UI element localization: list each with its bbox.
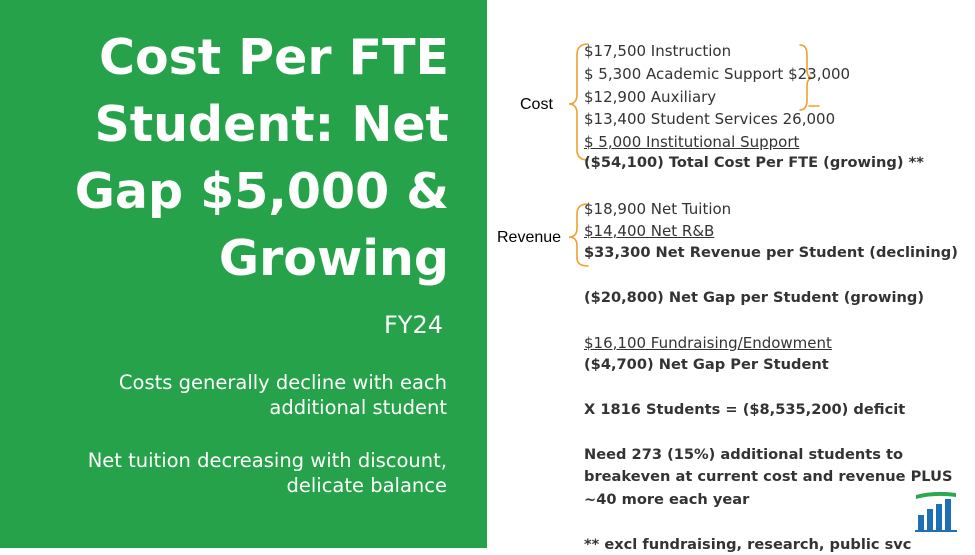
line-net-gap: ($20,800) Net Gap per Student (growing) — [584, 289, 925, 306]
line-institutional-support: $ 5,000 Institutional Support — [584, 133, 800, 151]
line-auxiliary: $12,900 Auxiliary — [584, 88, 717, 106]
line-student-services: $13,400 Student Services 26,000 — [584, 110, 836, 128]
line-footnote: ** excl fundraising, research, public svc — [584, 536, 912, 553]
bar-chart-logo-icon — [912, 488, 960, 536]
line-fundraising: $16,100 Fundraising/Endowment — [584, 334, 832, 352]
slide-title: Cost Per FTE Student: Net Gap $5,000 & Growing — [74, 29, 449, 287]
line-academic-support: $ 5,300 Academic Support $23,000 — [584, 65, 851, 83]
slide-subtitle: FY24 — [383, 311, 443, 339]
line-net-gap-after: ($4,700) Net Gap Per Student — [584, 356, 829, 373]
line-instruction: $17,500 Instruction — [584, 42, 732, 60]
line-need-2: breakeven at current cost and revenue PLUS — [584, 468, 953, 485]
line-net-rb: $14,400 Net R&B — [584, 222, 715, 240]
line-net-revenue: $33,300 Net Revenue per Student (declining) — [584, 244, 958, 261]
revenue-label: Revenue — [497, 229, 562, 246]
line-need-3: ~40 more each year — [584, 491, 750, 508]
line-deficit: X 1816 Students = ($8,535,200) deficit — [584, 401, 906, 418]
note-costs: Costs generally decline with each additional student — [118, 371, 447, 419]
line-need-1: Need 273 (15%) additional students to — [584, 446, 904, 463]
line-net-tuition: $18,900 Net Tuition — [584, 200, 732, 218]
note-tuition: Net tuition decreasing with discount, delicate balance — [87, 449, 447, 497]
line-total-cost: ($54,100) Total Cost Per FTE (growing) ** — [584, 154, 924, 171]
cost-label: Cost — [520, 96, 553, 113]
